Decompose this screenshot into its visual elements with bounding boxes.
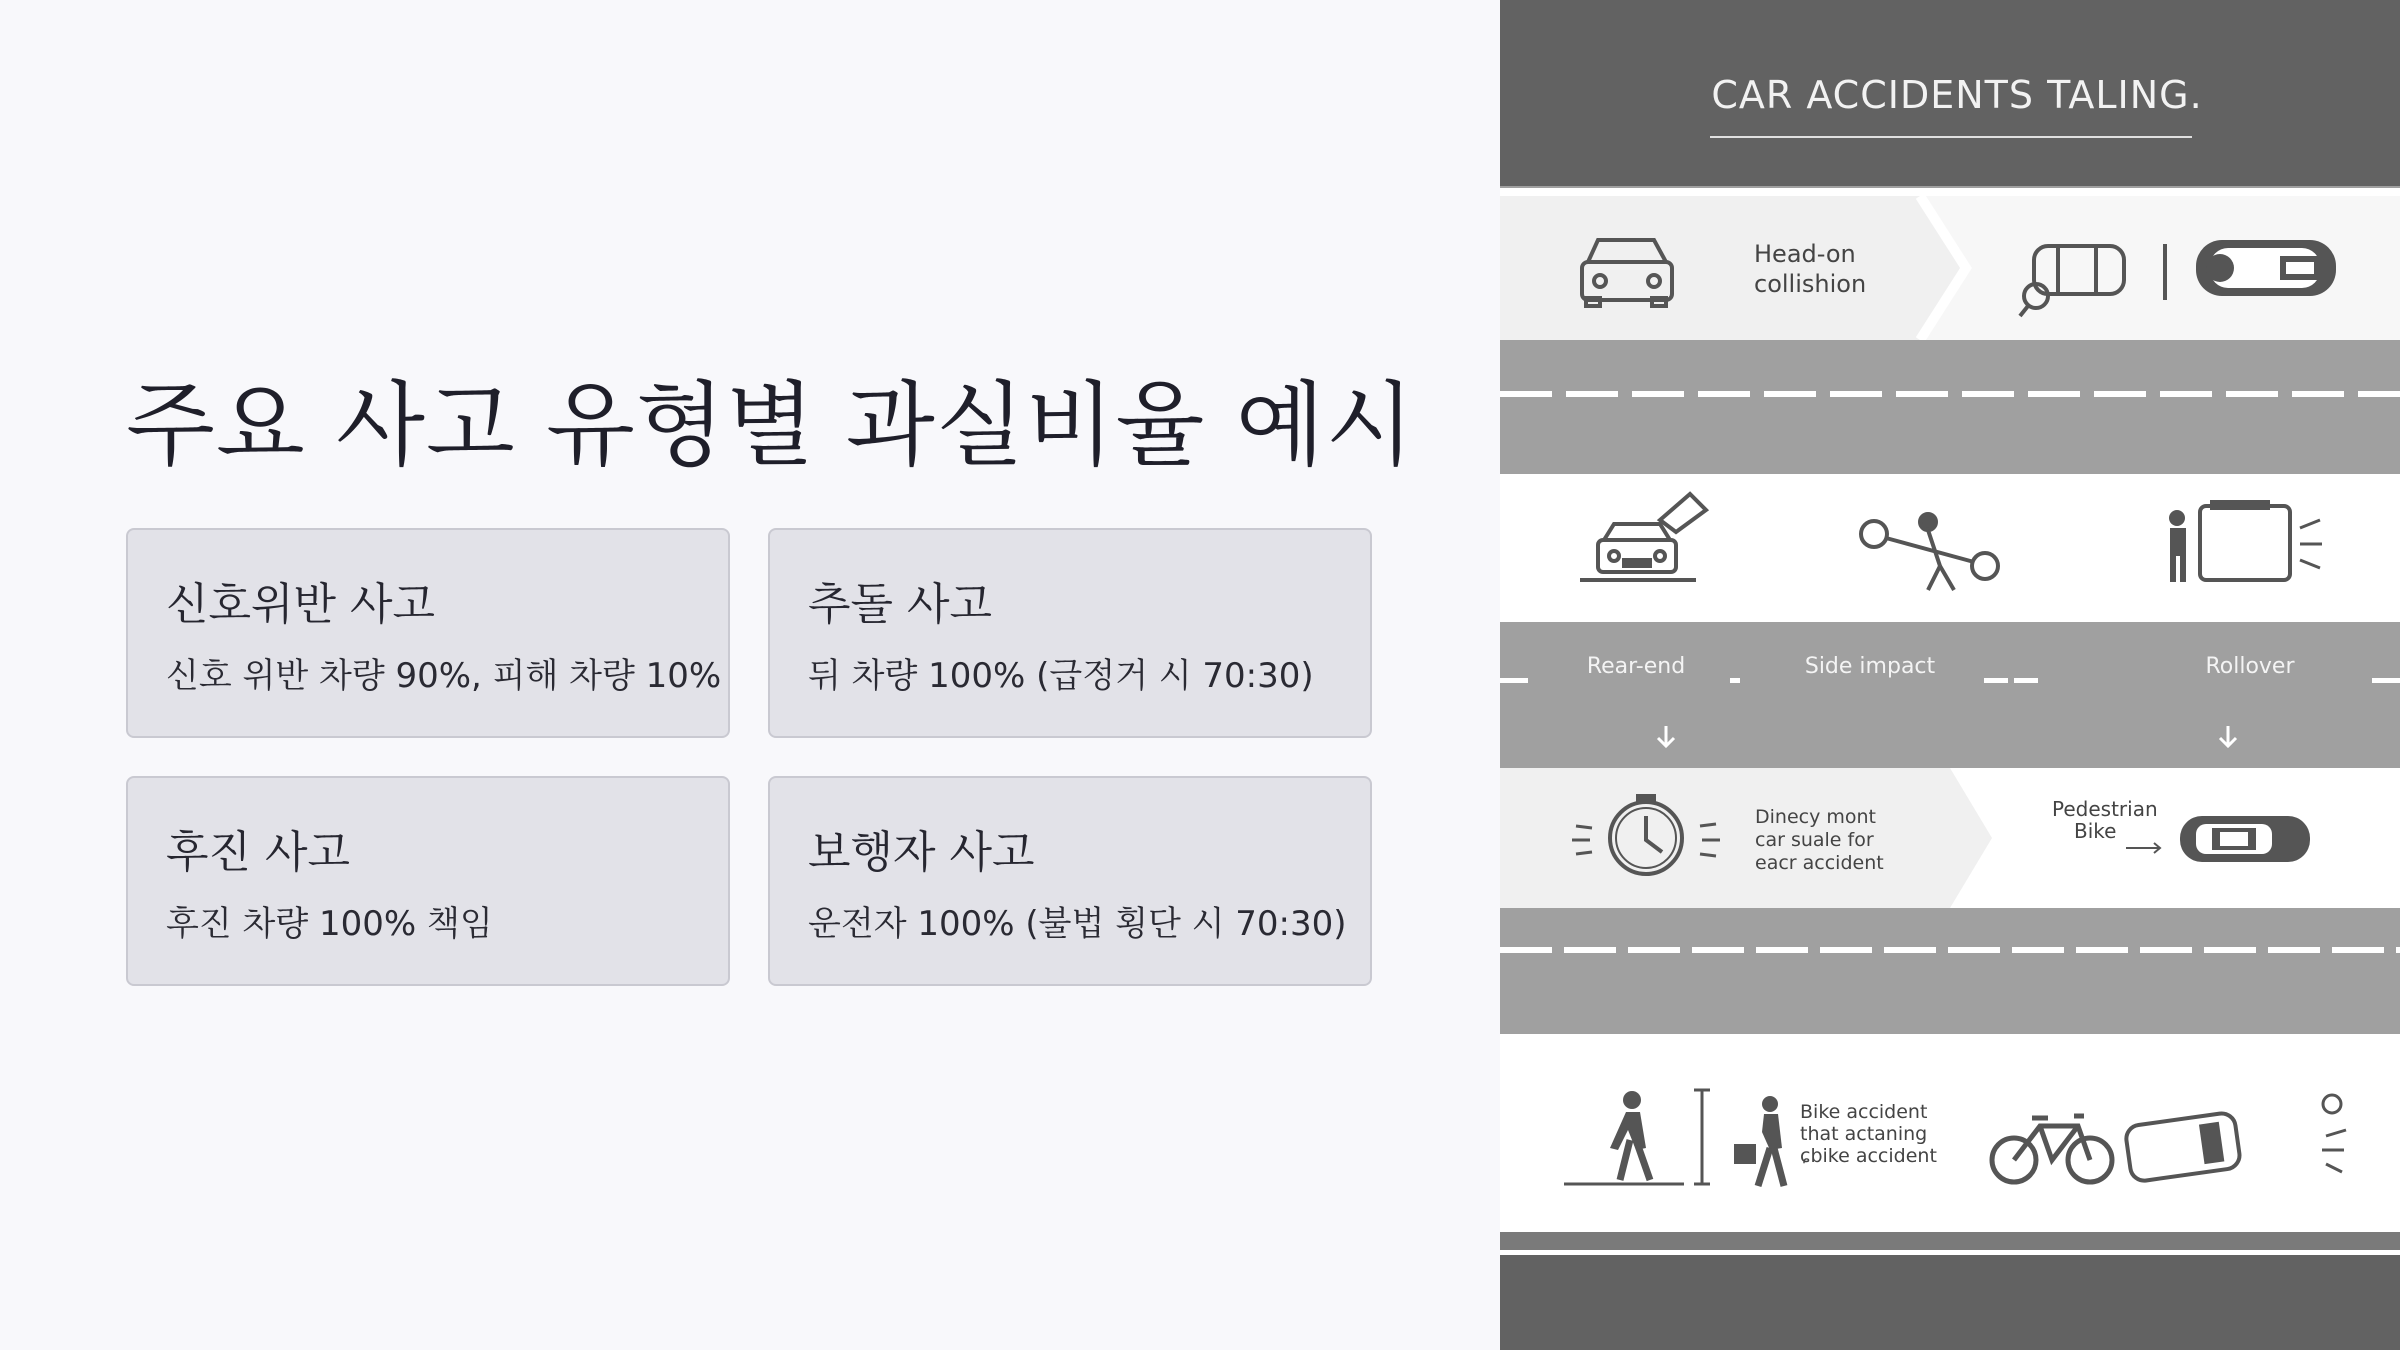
card-pedestrian (768, 776, 1372, 986)
bottom-divider (1500, 1250, 2400, 1255)
card-detail: 신호 위반 차량 90%, 피해 차량 10% (166, 656, 722, 696)
card-signal-violation (126, 528, 730, 738)
card-detail: 후진 차량 100% 책임 (166, 904, 493, 944)
car-top-icon-2 (2180, 816, 2310, 862)
title-underline (1710, 136, 2192, 138)
card-heading: 보행자 사고 (808, 827, 1035, 878)
car-top-icon (2196, 240, 2336, 296)
card-heading: 추돌 사고 (808, 579, 993, 630)
side-impact-label: Side impact (1804, 654, 1936, 679)
bike-label: Bike (2074, 819, 2117, 843)
card-detail: 뒤 차량 100% (급정거 시 70:30) (808, 656, 1314, 696)
collision-types-band (1500, 474, 2400, 622)
infographic-panel (1500, 0, 2400, 1350)
bike-accident-line-2: that actaning (1800, 1123, 1928, 1145)
infographic-image (1500, 0, 2400, 1350)
infographic-title: CAR ACCIDENTS TALING. (1711, 73, 2203, 117)
road-band-3 (1500, 908, 2400, 1034)
rear-end-label: Rear-end (1586, 654, 1686, 679)
slide-title: 주요 사고 유형별 과실비율 예시 (126, 372, 1416, 479)
svg-text:Bike accident that actan (1800, 1101, 1937, 1167)
dinecy-line-1: Dinecy mont (1755, 806, 1876, 828)
chevron-shape-2 (1950, 768, 2400, 908)
footer-band (1500, 1255, 2400, 1350)
road-band-2 (1500, 622, 2400, 768)
card-detail: 운전자 100% (불법 횡단 시 70:30) (808, 904, 1347, 944)
dinecy-line-2: car suale for (1755, 829, 1874, 851)
svg-text:Dinecy mont car suale fo (1755, 806, 1884, 874)
bike-accident-line-1: Bike accident (1800, 1101, 1928, 1123)
divider (1500, 188, 2400, 196)
head-on-label-2: collishion (1754, 270, 1867, 298)
bike-accident-line-3: ɕbike accident (1800, 1145, 1937, 1167)
card-rear-end (768, 528, 1372, 738)
pedestrian-label: Pedestrian (2052, 797, 2158, 821)
road-band-1 (1500, 340, 2400, 474)
card-heading: 신호위반 사고 (166, 579, 436, 630)
rollover-label: Rollover (2205, 654, 2295, 679)
bottom-edge (1500, 1232, 2400, 1250)
dinecy-line-3: eacr accident (1755, 852, 1884, 874)
head-on-label: Head-on (1754, 240, 1856, 268)
card-heading: 후진 사고 (166, 827, 351, 878)
card-reverse (126, 776, 730, 986)
